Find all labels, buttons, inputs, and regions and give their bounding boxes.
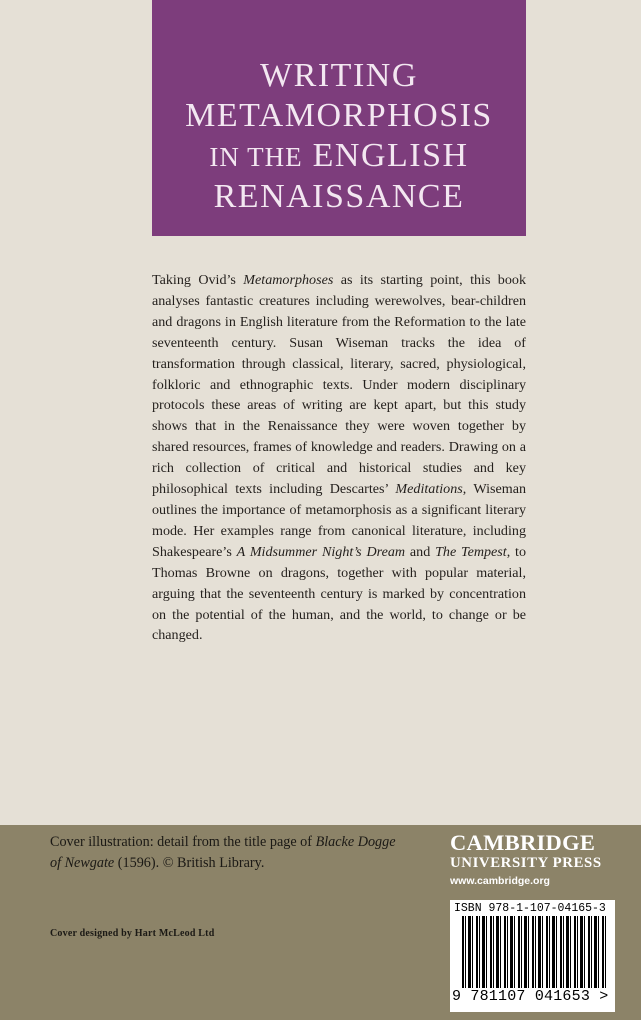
blurb-text-2: as its starting point, this book analyses fantastic creatures including werewolves, bear-children and dragons in English literature from the Reformation to the late seventeenth century. Susan Wiseman tracks the idea of transformation through classical, literary, sacred, physiological, folkloric and ethnographic texts. Under modern disciplinary protocols these areas of writing are kept apart, but this study shows that in the Renaissance they were woven together by shared resources, frames of knowledge and readers. Drawing on a rich collection of critical and historical studies and key philosophical texts including Descartes’ bbox=[152, 272, 526, 498]
publisher-name: CAMBRIDGE bbox=[450, 830, 596, 855]
isbn-label: ISBN 978-1-107-04165-3 bbox=[454, 902, 606, 915]
book-title bbox=[152, 56, 526, 217]
cover-illus-text-1: Cover illustration: detail from the title page of bbox=[50, 834, 316, 850]
isbn-barcode bbox=[450, 900, 615, 1012]
title-panel bbox=[152, 0, 526, 236]
blurb-text-1: Taking Ovid’s bbox=[152, 272, 244, 288]
blurb-italic-meditations: Meditations bbox=[395, 481, 463, 498]
barcode-bars bbox=[462, 916, 608, 988]
title-line-3-small: IN THE bbox=[209, 142, 303, 172]
publisher-subtitle: UNIVERSITY PRESS bbox=[450, 855, 602, 871]
blurb-text-4: and bbox=[405, 543, 436, 560]
title-line-1: WRITING bbox=[260, 57, 418, 94]
blurb-paragraph bbox=[152, 270, 526, 646]
publisher-url: www.cambridge.org bbox=[450, 875, 550, 887]
blurb-text-3: , Wiseman outlines the importance of metamorphosis as a significant literary mode. Her examples range from canonical literature, including Shakespeare’s bbox=[152, 481, 526, 560]
cover-illus-text-2: (1596). © British Library. bbox=[114, 855, 265, 871]
publisher-logo bbox=[450, 831, 630, 887]
blurb bbox=[152, 270, 526, 646]
blurb-italic-tempest: The Tempest bbox=[435, 543, 507, 560]
title-line-2: METAMORPHOSIS bbox=[185, 97, 493, 134]
title-line-3 bbox=[152, 136, 526, 177]
blurb-text-5: , to Thomas Browne on dragons, together with popular material, arguing that the seventeenth century is marked by concentration on the potential of the human, and the world, to change or be changed. bbox=[152, 543, 527, 644]
blurb-italic-metamorphoses: Metamorphoses bbox=[243, 272, 334, 288]
cover-illustration-credit bbox=[50, 832, 410, 874]
barcode-number: 9 781107 041653 > bbox=[452, 988, 609, 1005]
blurb-italic-midsummer: A Midsummer Night’s Dream bbox=[236, 543, 406, 560]
title-line-4: RENAISSANCE bbox=[213, 178, 465, 215]
footer-band bbox=[0, 825, 641, 1020]
cover-designer-credit: Cover designed by Hart McLeod Ltd bbox=[50, 928, 215, 939]
title-line-3-large: ENGLISH bbox=[312, 137, 469, 174]
cover-illus-italic: Blacke Dogge of Newgate bbox=[50, 834, 396, 871]
